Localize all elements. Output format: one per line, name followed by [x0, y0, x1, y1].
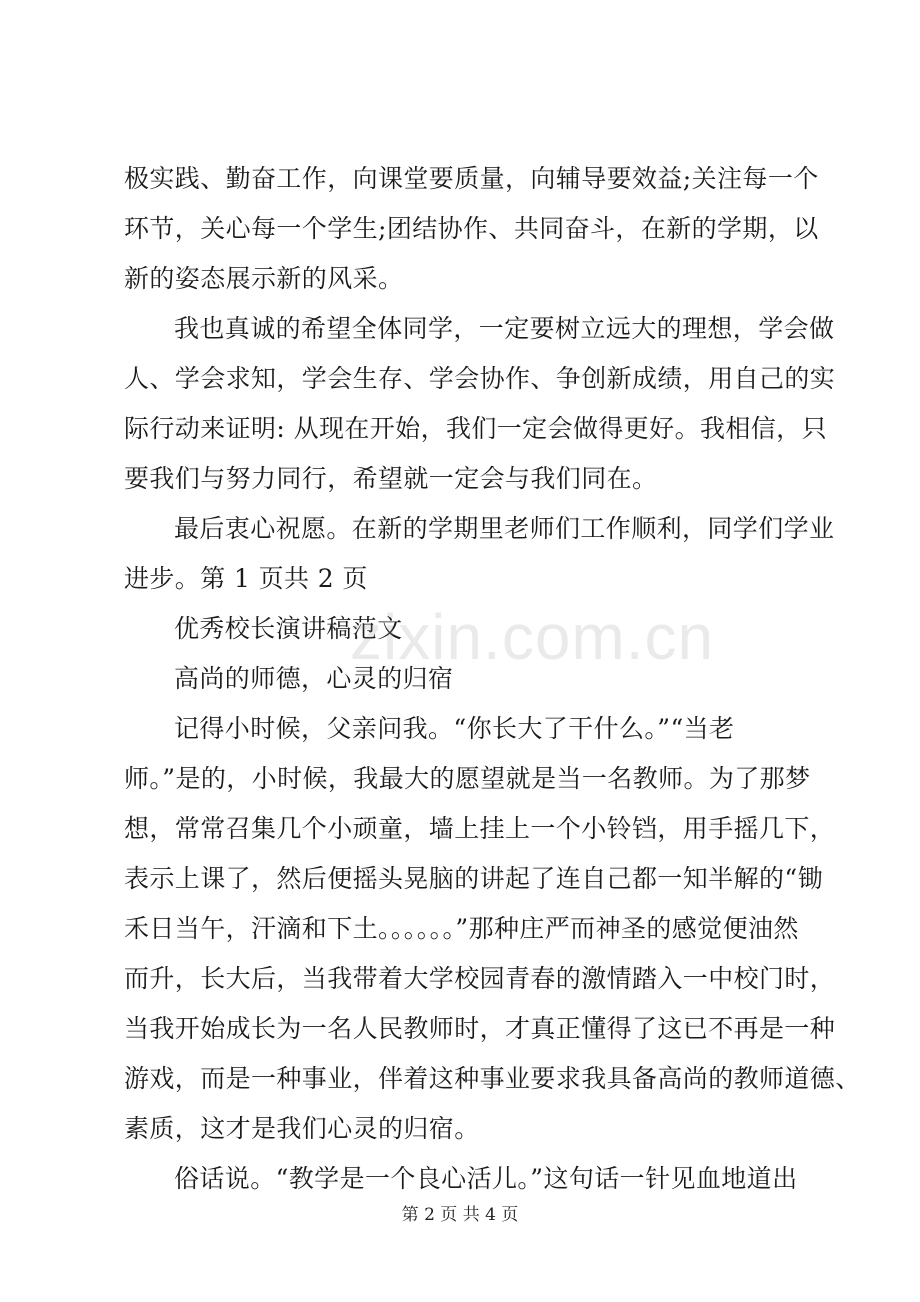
- text-line: 环节，关心每一个学生;团结协作、共同奋斗，在新的学期，以: [124, 214, 819, 243]
- page-number-footer: 第 2 页 共 4 页: [401, 1205, 519, 1225]
- text-line: 而升，长大后，当我带着大学校园青春的激情踏入一中校门时，: [124, 964, 836, 993]
- text-line: 最后衷心祝愿。在新的学期里老师们工作顺利，同学们学业: [174, 514, 835, 543]
- text-line: 师。”是的，小时候，我最大的愿望就是当一名教师。为了那梦: [124, 764, 811, 793]
- text-line: 想，常常召集几个小顽童，墙上挂上一个小铃铛，用手摇几下，: [124, 814, 836, 843]
- document-title: 优秀校长演讲稿范文: [174, 614, 403, 643]
- text-line: 际行动来证明: 从现在开始，我们一定会做得更好。我相信，只: [124, 414, 827, 443]
- section-title: 高尚的师德，心灵的归宿: [174, 664, 454, 693]
- text-line: 禾日当午，汗滴和下土。。。。。。”那种庄严而神圣的感觉便油然: [124, 914, 799, 943]
- text-line: 当我开始成长为一名人民教师时，才真正懂得了这已不再是一种: [124, 1014, 836, 1043]
- text-line: 极实践、勤奋工作，向课堂要质量，向辅导要效益;关注每一个: [124, 164, 819, 193]
- text-line: 进步。第 1 页共 2 页: [124, 564, 368, 593]
- text-line: 我也真诚的希望全体同学，一定要树立远大的理想，学会做: [174, 314, 835, 343]
- text-line: 人、学会求知，学会生存、学会协作、争创新成绩，用自己的实: [124, 364, 836, 393]
- text-line: 素质，这才是我们心灵的归宿。: [124, 1114, 480, 1143]
- watermark: zixin.com.cn: [350, 601, 715, 673]
- text-line: 游戏，而是一种事业，伴着这种事业要求我具备高尚的教师道德、: [124, 1064, 861, 1093]
- text-line: 表示上课了，然后便摇头晃脑的讲起了连自己都一知半解的“锄: [124, 864, 823, 893]
- text-line: 新的姿态展示新的风采。: [124, 264, 404, 293]
- text-line: 俗话说。“教学是一个良心活儿。”这句话一针见血地道出: [174, 1164, 798, 1193]
- text-line: 要我们与努力同行，希望就一定会与我们同在。: [124, 464, 658, 493]
- text-line: 记得小时候，父亲问我。“你长大了干什么。”“当老: [174, 714, 735, 743]
